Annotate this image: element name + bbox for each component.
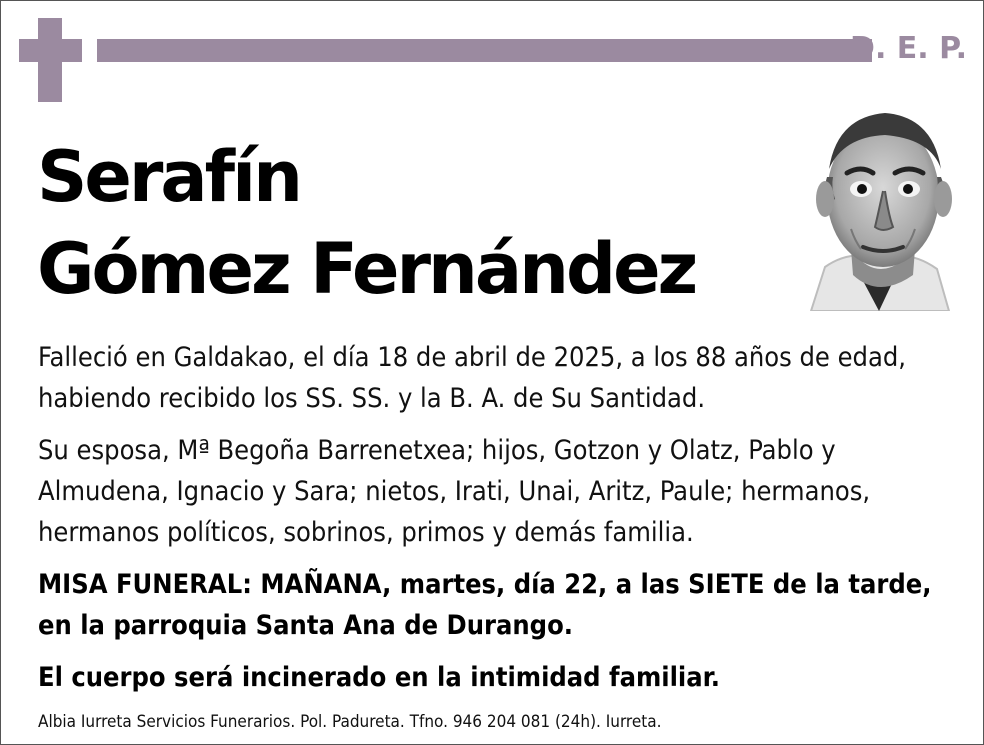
cross-horizontal-bar: [19, 39, 82, 62]
family-paragraph: Su esposa, Mª Begoña Barrenetxea; hijos, Gotzon y Olatz, Pablo y Almudena, Ignacio y Sara; nietos, Irati, Unai, Aritz, Paule; hermanos, hermanos políticos, sobrinos, primos y demás familia.: [38, 435, 871, 548]
death-info-paragraph: Falleció en Galdakao, el día 18 de abril de 2025, a los 88 años de edad, habiendo recibido los SS. SS. y la B. A. de Su Santidad.: [38, 342, 906, 414]
funeral-home-footer: Albia Iurreta Servicios Funerarios. Pol. Padureta. Tfno. 946 204 081 (24h). Iurreta.: [38, 712, 662, 732]
header-rule: [97, 39, 872, 62]
dep-badge: D. E. P.: [850, 31, 967, 66]
portrait-photo: [791, 99, 967, 311]
cremation-paragraph: El cuerpo será incinerado en la intimidad familiar.: [38, 662, 720, 693]
deceased-name: [37, 131, 695, 315]
deceased-first-name: Serafín: [37, 136, 300, 218]
funeral-mass-paragraph: MISA FUNERAL: MAÑANA, martes, día 22, a las SIETE de la tarde, en la parroquia Santa Ana de Durango.: [38, 569, 932, 641]
notice-body: [38, 337, 943, 709]
deceased-surnames: Gómez Fernández: [37, 228, 696, 310]
